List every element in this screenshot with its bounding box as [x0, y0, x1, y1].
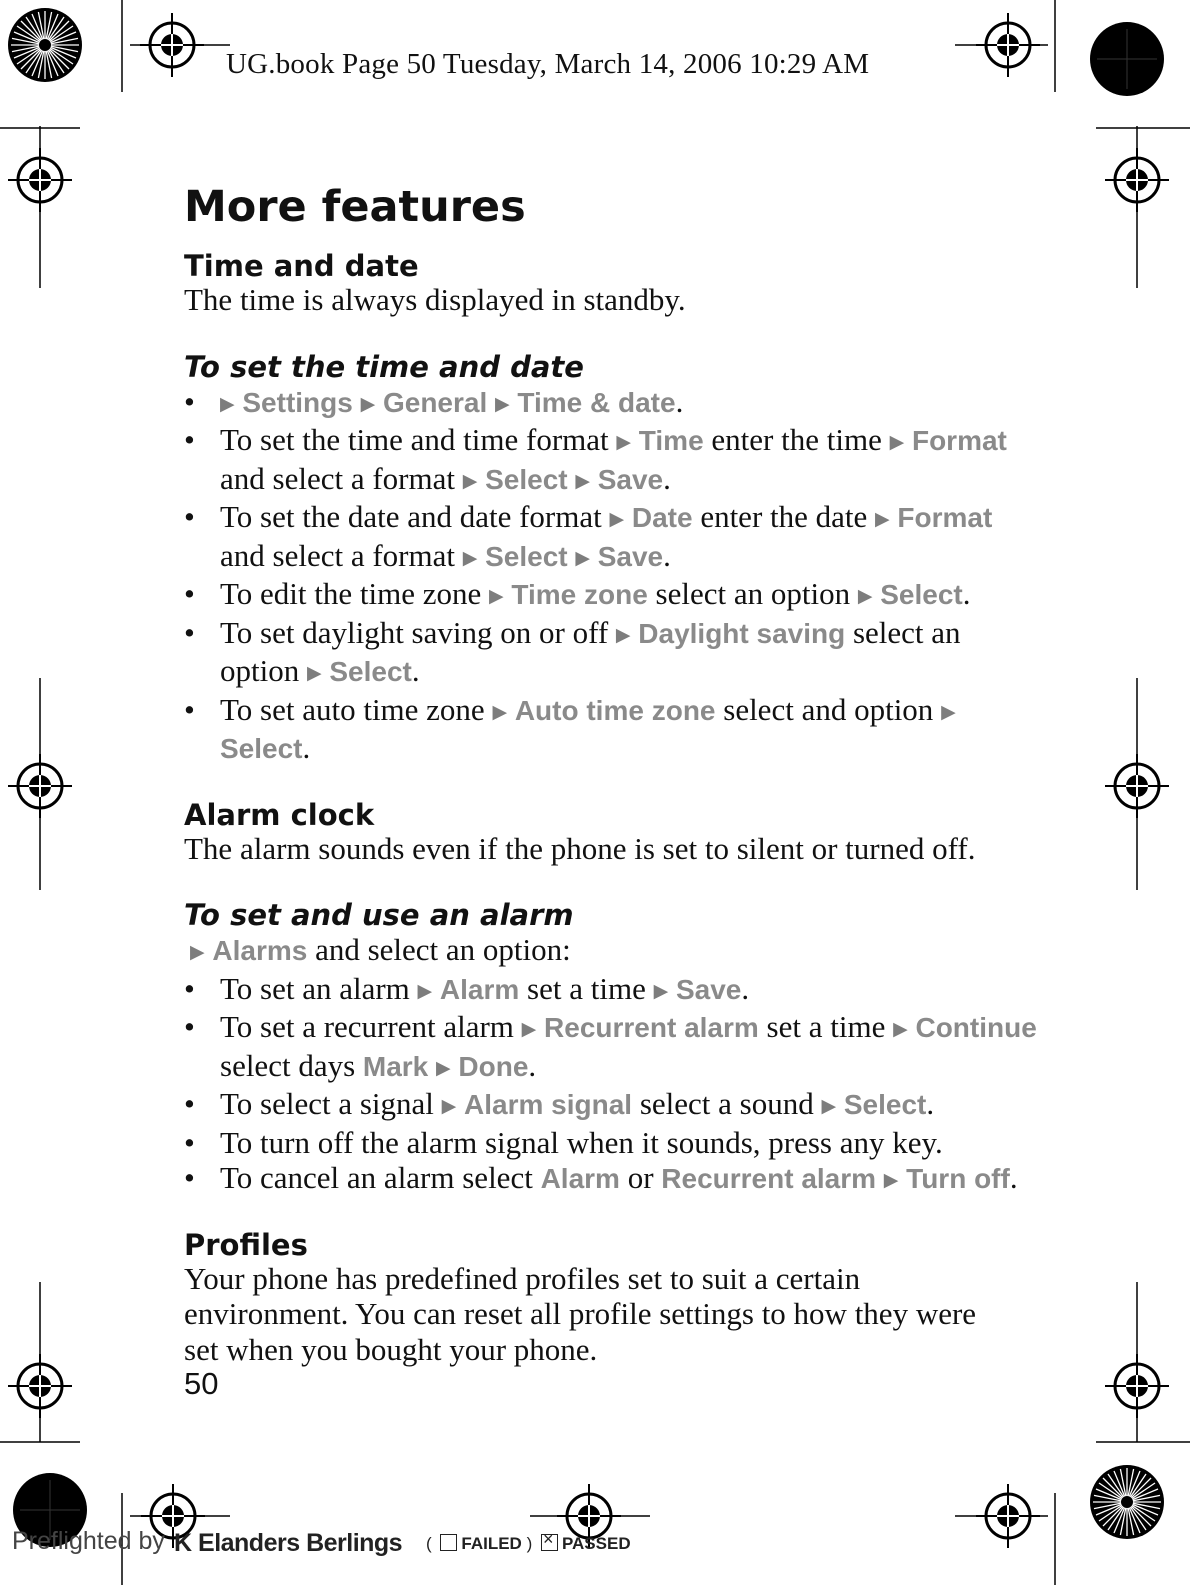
heading-profiles: Profiles: [184, 1227, 308, 1262]
arrow-icon: ▶: [489, 585, 504, 607]
menu-path-time-date: Time & date: [517, 386, 676, 418]
print-slug-line: UG.book Page 50 Tuesday, March 14, 2006 10:29 AM: [226, 48, 870, 80]
preflight-status: ( FAILED ) ×PASSED: [426, 1534, 631, 1554]
arrow-icon: ▶: [875, 508, 890, 530]
list-item: • To select a signal ▶ Alarm signal select a sound ▶ Select.: [184, 1086, 1044, 1125]
preflight-brand: K Elanders Berlings: [174, 1529, 403, 1557]
set-time-date-list: [184, 384, 1044, 767]
passed-checkbox-icon: [541, 1534, 558, 1551]
arrow-icon: ▶: [521, 1018, 537, 1040]
menu-path-settings: Settings: [242, 386, 353, 418]
list-item: • To set the date and date format ▶ Date enter the date ▶ Format and select a format ▶ Select ▶ Save.: [184, 499, 1044, 576]
heading-alarm-clock: Alarm clock: [184, 797, 375, 832]
arrow-icon: ▶: [653, 979, 669, 1002]
arrow-icon: ▶: [360, 392, 376, 415]
page-title: More features: [184, 182, 526, 232]
arrow-icon: ▶: [575, 469, 590, 492]
arrow-icon: ▶: [220, 392, 235, 415]
alarm-clock-intro: The alarm sounds even if the phone is set to silent or turned off.: [184, 830, 976, 866]
arrow-icon: ▶: [615, 623, 631, 646]
arrow-icon: ▶: [417, 979, 433, 1002]
time-date-intro: The time is always displayed in standby.: [184, 282, 686, 317]
list-item: • ▶ Settings ▶ General ▶ Time & date.: [184, 384, 1044, 423]
list-item: • To turn off the alarm signal when it sounds, press any key.: [184, 1125, 1044, 1161]
arrow-icon: ▶: [495, 392, 510, 415]
arrow-icon: ▶: [306, 662, 322, 684]
list-item: • To set an alarm ▶ Alarm set a time ▶ Save.: [184, 971, 1044, 1010]
arrow-icon: ▶: [883, 1169, 899, 1191]
arrow-icon: ▶: [893, 1018, 908, 1040]
arrow-icon: ▶: [462, 469, 478, 492]
menu-path-general: General: [382, 386, 488, 418]
elanders-logo-icon: K: [174, 1529, 192, 1557]
heading-time-and-date: Time and date: [184, 249, 419, 283]
heading-set-alarm: To set and use an alarm: [184, 898, 574, 932]
arrow-icon: ▶: [821, 1095, 837, 1117]
list-item: • To cancel an alarm select Alarm or Recurrent alarm ▶ Turn off.: [184, 1160, 1044, 1199]
profiles-intro: Your phone has predefined profiles set to suit a certain environment. You can reset all profile settings to how they were set when you bought your phone.: [184, 1260, 977, 1367]
list-item: • To edit the time zone ▶ Time zone select an option ▶ Select.: [184, 576, 1044, 615]
arrow-icon: ▶: [889, 431, 905, 453]
set-alarm-list: [184, 971, 1044, 1199]
arrow-icon: ▶: [857, 585, 873, 607]
set-alarm-intro: ▶ Alarms and select an option:: [190, 932, 571, 967]
arrow-icon: ▶: [575, 546, 590, 569]
arrow-icon: ▶: [462, 546, 478, 569]
preflight-label: Preflighted by: [12, 1527, 165, 1555]
arrow-icon: ▶: [436, 1056, 451, 1079]
arrow-icon: ▶: [441, 1095, 457, 1117]
arrow-icon: ▶: [492, 700, 508, 723]
arrow-icon: ▶: [190, 941, 205, 963]
list-item: • To set auto time zone ▶ Auto time zone select and option ▶ Select.: [184, 692, 1044, 767]
list-item: • To set the time and time format ▶ Time enter the time ▶ Format and select a format ▶ Select ▶ Save.: [184, 422, 1044, 499]
list-item: • To set a recurrent alarm ▶ Recurrent alarm set a time ▶ Continue select days Mark ▶ Done.: [184, 1009, 1044, 1086]
page-content: [184, 178, 1044, 1367]
arrow-icon: ▶: [616, 431, 632, 453]
page-number: 50: [184, 1366, 219, 1401]
arrow-icon: ▶: [609, 508, 625, 530]
failed-checkbox-icon: [440, 1534, 457, 1551]
arrow-icon: ▶: [941, 700, 956, 723]
heading-set-time-date: To set the time and date: [184, 349, 584, 384]
list-item: • To set daylight saving on or off ▶ Daylight saving select an option ▶ Select.: [184, 615, 1044, 692]
